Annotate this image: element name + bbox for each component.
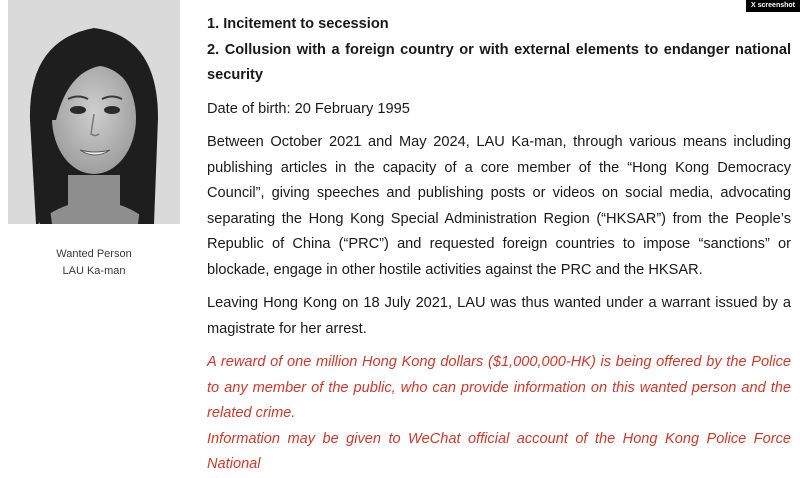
wanted-person-photo	[8, 0, 180, 224]
description-paragraph: Between October 2021 and May 2024, LAU Ka-man, through various means including publishing articles in the capacity of a core member of the “Hong Kong Democracy Council”, giving speeches and publishing posts or videos on social media, advocating separating the Hong Kong Special Administration Region (“HKSAR”) from the People’s Republic of China (“PRC”) and requested foreign countries to impose “sanctions” or blockade, engage in other hostile activities against the PRC and the HKSAR.	[207, 134, 791, 278]
date-of-birth: Date of birth: 20 February 1995	[207, 100, 410, 117]
notice-body	[207, 12, 791, 478]
warrant-paragraph: Leaving Hong Kong on 18 July 2021, LAU was thus wanted under a warrant issued by a magistrate for her arrest.	[207, 295, 791, 337]
screenshot-badge: X screenshot	[746, 0, 800, 12]
charge-1: 1. Incitement to secession	[207, 16, 389, 32]
portrait-image	[8, 0, 180, 224]
charge-2: 2. Collusion with a foreign country or with external elements to endanger national security	[207, 41, 791, 83]
caption-name: LAU Ka-man	[62, 265, 126, 277]
information-paragraph: Information may be given to WeChat official account of the Hong Kong Police Force National	[207, 430, 791, 472]
photo-caption	[8, 246, 180, 280]
caption-label: Wanted Person	[56, 248, 132, 260]
reward-paragraph: A reward of one million Hong Kong dollars ($1,000,000-HK) is being offered by the Police to any member of the public, who can provide information on this wanted person and the related crime.	[207, 354, 791, 421]
